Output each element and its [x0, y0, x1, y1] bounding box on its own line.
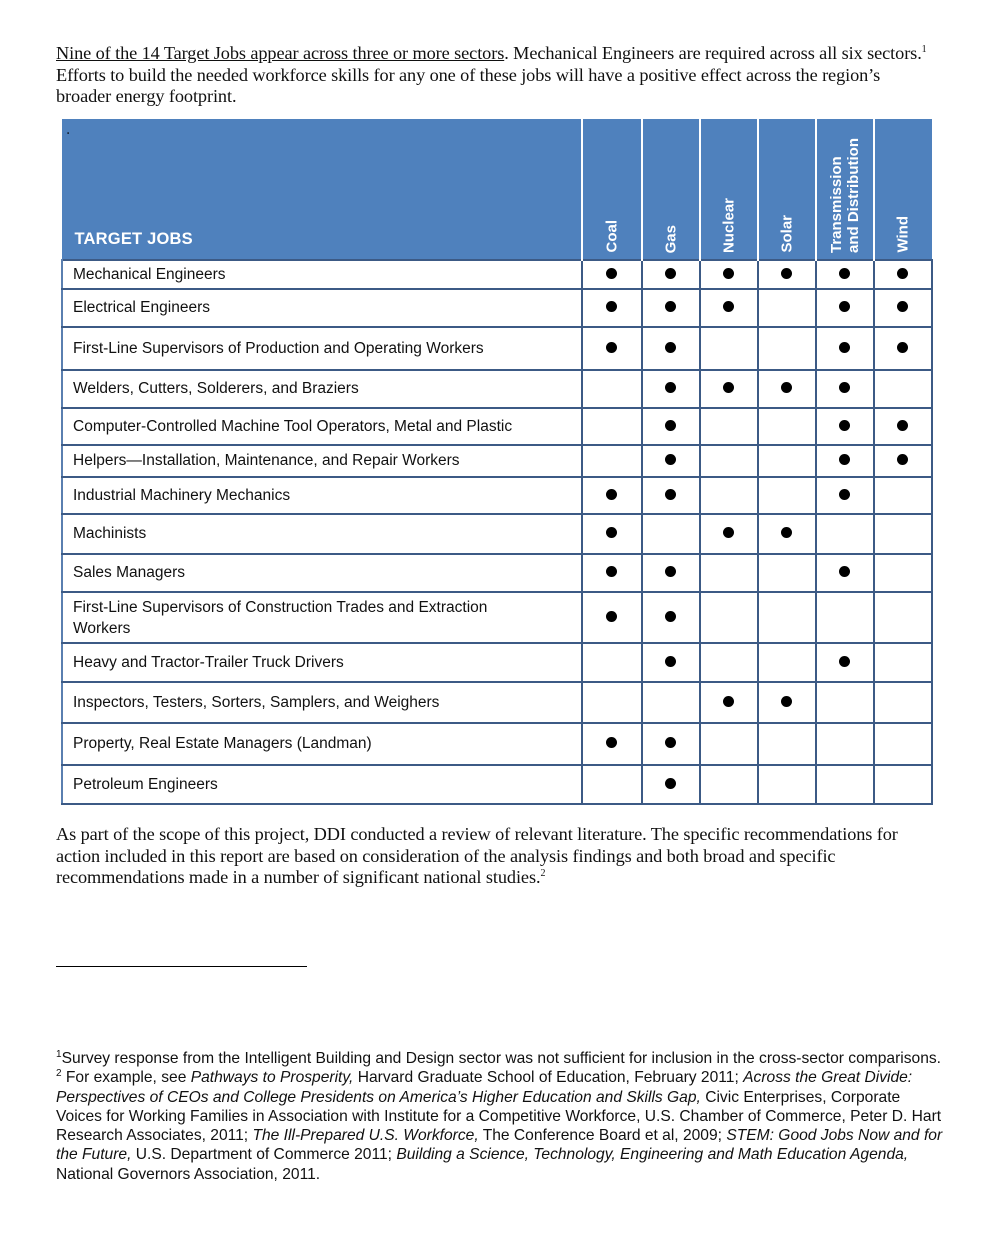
sector-cell-transmission-and-distribution	[816, 592, 874, 643]
sector-cell-coal	[582, 260, 642, 289]
table-row	[62, 327, 932, 370]
bullet-icon	[665, 420, 676, 431]
sector-cell-coal	[582, 723, 642, 765]
sector-header-gas	[642, 120, 700, 261]
sector-cell-solar	[758, 408, 816, 445]
bullet-icon	[781, 696, 792, 707]
table-row	[62, 682, 932, 723]
bullet-icon	[723, 301, 734, 312]
table-row	[62, 260, 932, 289]
footnote-text: Survey response from the Intelligent Building and Design sector was not sufficient for inclusion in the cross-sector comparisons.	[61, 1050, 942, 1067]
job-title: First-Line Supervisors of Production and Operating Workers	[62, 327, 582, 370]
footnote-1	[56, 1049, 946, 1068]
sector-cell-gas	[642, 723, 700, 765]
job-title: Electrical Engineers	[62, 289, 582, 327]
table-row	[62, 592, 932, 643]
sector-cell-gas	[642, 554, 700, 592]
sector-cell-transmission-and-distribution	[816, 477, 874, 514]
sector-cell-nuclear	[700, 260, 758, 289]
bullet-icon	[897, 342, 908, 353]
sector-header-solar	[758, 120, 816, 261]
sector-cell-nuclear	[700, 723, 758, 765]
sector-cell-gas	[642, 289, 700, 327]
sector-header-line: Transmission	[827, 156, 845, 253]
sector-cell-solar	[758, 682, 816, 723]
sector-header-line: Nuclear	[720, 197, 737, 253]
sector-cell-transmission-and-distribution	[816, 554, 874, 592]
sector-header-transmission-and-distribution	[816, 120, 874, 261]
sector-cell-wind	[874, 408, 932, 445]
sector-cell-solar	[758, 514, 816, 554]
sector-header-line: and Distribution	[844, 138, 862, 253]
table-row	[62, 723, 932, 765]
sector-cell-coal	[582, 514, 642, 554]
bullet-icon	[839, 656, 850, 667]
footnote-text: U.S. Department of Commerce 2011;	[131, 1146, 397, 1164]
job-title: Industrial Machinery Mechanics	[62, 477, 582, 514]
bullet-icon	[723, 268, 734, 279]
sector-cell-coal	[582, 327, 642, 370]
sector-cell-gas	[642, 260, 700, 289]
bullet-icon	[665, 342, 676, 353]
sector-cell-wind	[874, 477, 932, 514]
sector-cell-coal	[582, 370, 642, 408]
sector-header-label	[828, 138, 862, 253]
table-row	[62, 514, 932, 554]
sector-header-line: Coal	[603, 220, 620, 253]
sector-cell-nuclear	[700, 477, 758, 514]
table-header-row	[62, 120, 932, 261]
sector-header-nuclear	[700, 120, 758, 261]
bullet-icon	[606, 342, 617, 353]
job-title: Petroleum Engineers	[62, 765, 582, 804]
sector-cell-transmission-and-distribution	[816, 514, 874, 554]
sector-cell-nuclear	[700, 445, 758, 477]
sector-cell-gas	[642, 643, 700, 682]
bullet-icon	[665, 737, 676, 748]
intro-text-rest: Efforts to build the needed workforce skills for any one of these jobs will have a positive effect across the region’s broader energy footprint.	[56, 64, 881, 106]
job-title: Welders, Cutters, Solderers, and Braziers	[62, 370, 582, 408]
bullet-icon	[839, 342, 850, 353]
footnotes	[56, 1049, 946, 1184]
sector-header-label	[895, 216, 912, 253]
footnote-text: For example, see	[61, 1069, 191, 1087]
footnote-ref-1[interactable]: 1	[921, 44, 927, 55]
sector-cell-wind	[874, 765, 932, 804]
footnote-number: 1	[56, 1049, 62, 1060]
sector-cell-wind	[874, 370, 932, 408]
bullet-icon	[665, 454, 676, 465]
bullet-icon	[839, 454, 850, 465]
sector-cell-coal	[582, 289, 642, 327]
sector-cell-nuclear	[700, 592, 758, 643]
sector-header-label	[662, 225, 679, 253]
sector-cell-solar	[758, 765, 816, 804]
table-row	[62, 445, 932, 477]
job-title: Computer-Controlled Machine Tool Operators, Metal and Plastic	[62, 408, 582, 445]
sector-cell-solar	[758, 723, 816, 765]
sector-cell-transmission-and-distribution	[816, 445, 874, 477]
table-row	[62, 554, 932, 592]
sector-cell-nuclear	[700, 643, 758, 682]
bullet-icon	[839, 489, 850, 500]
sector-cell-nuclear	[700, 327, 758, 370]
citation-title: STEM: Good Jobs Now and for the Future,	[56, 1127, 943, 1164]
sector-cell-transmission-and-distribution	[816, 289, 874, 327]
sector-cell-gas	[642, 682, 700, 723]
bullet-icon	[606, 566, 617, 577]
sector-cell-coal	[582, 408, 642, 445]
sector-cell-coal	[582, 445, 642, 477]
sector-cell-wind	[874, 327, 932, 370]
sector-cell-solar	[758, 445, 816, 477]
sector-cell-transmission-and-distribution	[816, 370, 874, 408]
sector-cell-solar	[758, 370, 816, 408]
citation-title: Across the Great Divide: Perspectives of CEOs and College Presidents on America’s Higher Education and Skills Gap,	[56, 1069, 913, 1106]
bullet-icon	[723, 696, 734, 707]
sector-cell-transmission-and-distribution	[816, 327, 874, 370]
bullet-icon	[665, 489, 676, 500]
bullet-icon	[665, 382, 676, 393]
bullet-icon	[897, 301, 908, 312]
sector-cell-coal	[582, 477, 642, 514]
sector-header-label	[778, 215, 795, 253]
target-jobs-header-label: TARGET JOBS	[74, 230, 193, 248]
intro-text: . Mechanical Engineers are required across all six sectors.	[504, 43, 922, 63]
footnote-text: National Governors Association, 2011.	[56, 1165, 321, 1183]
job-title: Heavy and Tractor-Trailer Truck Drivers	[62, 643, 582, 682]
bullet-icon	[665, 268, 676, 279]
intro-underlined-text: Nine of the 14 Target Jobs appear across three or more sectors	[56, 43, 505, 63]
sector-cell-transmission-and-distribution	[816, 408, 874, 445]
sector-cell-nuclear	[700, 408, 758, 445]
sector-cell-wind	[874, 514, 932, 554]
sector-cell-gas	[642, 765, 700, 804]
job-title: Helpers—Installation, Maintenance, and Repair Workers	[62, 445, 582, 477]
sector-cell-nuclear	[700, 289, 758, 327]
sector-header-label	[603, 220, 620, 253]
table-row	[62, 408, 932, 445]
bullet-icon	[606, 489, 617, 500]
footnote-text: Civic Enterprises, Corporate Voices for Working Families in Association with Institute for a Competitive Workforce, U.S. Chamber of Commerce, Peter D. Hart Research Associates, 2011;	[56, 1088, 942, 1145]
bullet-icon	[781, 527, 792, 538]
sector-header-wind	[874, 120, 932, 261]
sector-cell-transmission-and-distribution	[816, 682, 874, 723]
sector-cell-transmission-and-distribution	[816, 643, 874, 682]
bullet-icon	[839, 420, 850, 431]
bullet-icon	[606, 527, 617, 538]
sector-cell-wind	[874, 592, 932, 643]
footnote-text: The Conference Board et al, 2009;	[478, 1127, 727, 1145]
table-row	[62, 289, 932, 327]
sector-header-line: Wind	[894, 216, 912, 253]
target-jobs-header	[62, 120, 582, 261]
sector-cell-gas	[642, 445, 700, 477]
bullet-icon	[839, 301, 850, 312]
sector-cell-gas	[642, 592, 700, 643]
footnote-text: Harvard Graduate School of Education, February 2011;	[353, 1069, 744, 1087]
bullet-icon	[606, 268, 617, 279]
sector-cell-coal	[582, 682, 642, 723]
job-title: Sales Managers	[62, 554, 582, 592]
sector-cell-nuclear	[700, 370, 758, 408]
job-title: Mechanical Engineers	[62, 260, 582, 289]
job-title: Inspectors, Testers, Sorters, Samplers, and Weighers	[62, 682, 582, 723]
bullet-icon	[665, 656, 676, 667]
sector-header-line: Gas	[662, 224, 679, 253]
corner-mark: .	[66, 123, 70, 137]
sector-cell-wind	[874, 723, 932, 765]
bullet-icon	[897, 268, 908, 279]
sector-cell-gas	[642, 327, 700, 370]
citation-title: The Ill-Prepared U.S. Workforce,	[252, 1127, 479, 1145]
bullet-icon	[665, 778, 676, 789]
sector-cell-gas	[642, 408, 700, 445]
job-title: First-Line Supervisors of Construction Trades and Extraction Workers	[62, 592, 582, 643]
bullet-icon	[781, 382, 792, 393]
sector-header-line: Solar	[778, 215, 795, 253]
bullet-icon	[723, 527, 734, 538]
bullet-icon	[897, 420, 908, 431]
sector-cell-nuclear	[700, 514, 758, 554]
sector-cell-wind	[874, 289, 932, 327]
bullet-icon	[665, 301, 676, 312]
sector-cell-transmission-and-distribution	[816, 765, 874, 804]
footnote-2	[56, 1068, 946, 1184]
bullet-icon	[839, 268, 850, 279]
sector-cell-gas	[642, 370, 700, 408]
bullet-icon	[606, 611, 617, 622]
sector-cell-transmission-and-distribution	[816, 723, 874, 765]
sector-cell-wind	[874, 643, 932, 682]
bullet-icon	[839, 566, 850, 577]
table-row	[62, 765, 932, 804]
target-jobs-table	[61, 119, 933, 805]
sector-cell-coal	[582, 554, 642, 592]
sector-header-label	[720, 198, 737, 253]
sector-cell-wind	[874, 445, 932, 477]
sector-cell-gas	[642, 514, 700, 554]
table-row	[62, 643, 932, 682]
bullet-icon	[781, 268, 792, 279]
bullet-icon	[897, 454, 908, 465]
job-title: Property, Real Estate Managers (Landman)	[62, 723, 582, 765]
sector-cell-transmission-and-distribution	[816, 260, 874, 289]
sector-cell-nuclear	[700, 554, 758, 592]
sector-cell-nuclear	[700, 765, 758, 804]
sector-cell-wind	[874, 682, 932, 723]
sector-cell-solar	[758, 327, 816, 370]
sector-cell-coal	[582, 592, 642, 643]
bullet-icon	[839, 382, 850, 393]
sector-cell-gas	[642, 477, 700, 514]
sector-cell-solar	[758, 592, 816, 643]
sector-cell-solar	[758, 554, 816, 592]
sector-cell-coal	[582, 765, 642, 804]
bullet-icon	[723, 382, 734, 393]
footnote-ref-2[interactable]: 2	[540, 868, 546, 879]
scope-paragraph	[56, 824, 936, 889]
bullet-icon	[606, 737, 617, 748]
intro-paragraph	[56, 43, 936, 108]
bullet-icon	[665, 566, 676, 577]
sector-cell-solar	[758, 643, 816, 682]
job-title: Machinists	[62, 514, 582, 554]
footnote-separator	[56, 966, 307, 967]
sector-cell-nuclear	[700, 682, 758, 723]
sector-cell-wind	[874, 554, 932, 592]
sector-cell-solar	[758, 477, 816, 514]
table-row	[62, 477, 932, 514]
sector-cell-solar	[758, 289, 816, 327]
footnote-number: 2	[56, 1068, 62, 1080]
sector-header-coal	[582, 120, 642, 261]
bullet-icon	[665, 611, 676, 622]
citation-title: Building a Science, Technology, Engineering and Math Education Agenda,	[396, 1146, 909, 1164]
scope-text: As part of the scope of this project, DDI conducted a review of relevant literature. The specific recommendations for action included in this report are based on consideration of the analysis findings and both broad and specific recommendations made in a number of significant national studies.	[56, 824, 898, 887]
sector-cell-coal	[582, 643, 642, 682]
bullet-icon	[606, 301, 617, 312]
sector-cell-wind	[874, 260, 932, 289]
citation-title: Pathways to Prosperity,	[190, 1069, 354, 1087]
sector-cell-solar	[758, 260, 816, 289]
table-row	[62, 370, 932, 408]
